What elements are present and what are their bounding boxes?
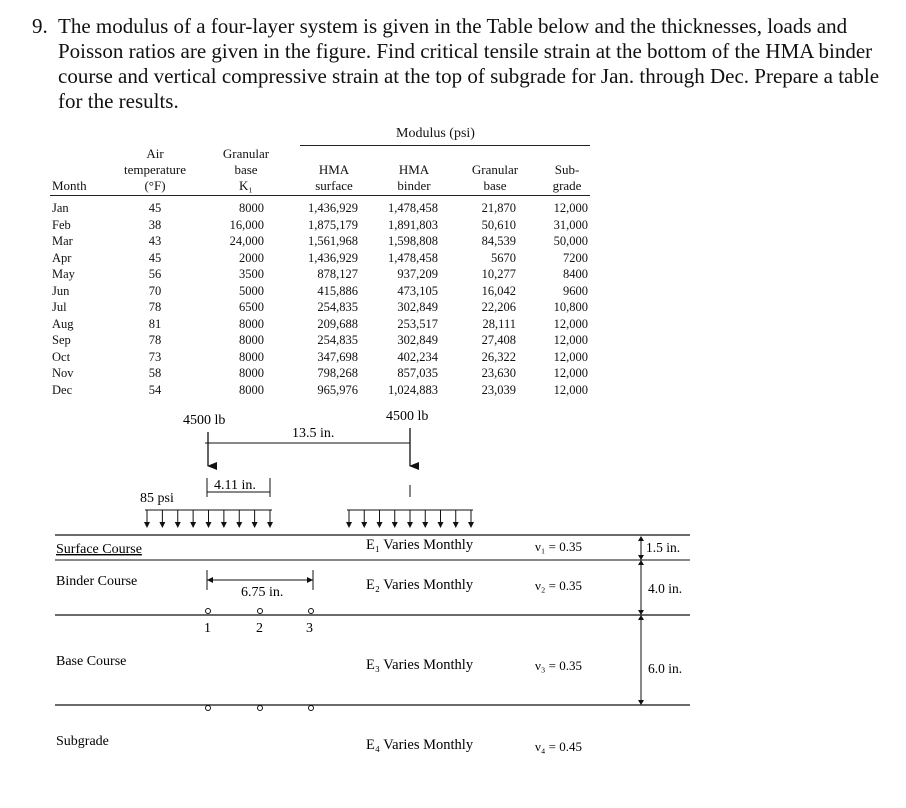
cell-binder-dec: 1,024,883 xyxy=(388,382,438,397)
cell-k1-oct: 8000 xyxy=(239,349,264,364)
cell-base-may: 10,277 xyxy=(481,267,516,281)
cell-surface-jul: 254,835 xyxy=(317,300,358,314)
pressure-label: 85 psi xyxy=(140,491,174,506)
cell-surface-jan: 1,436,929 xyxy=(308,201,358,215)
cell-surface-apr: 1,436,929 xyxy=(308,250,358,265)
cell-surface-feb: 1,875,179 xyxy=(308,217,358,232)
cell-base-sep: 27,408 xyxy=(481,333,516,347)
cell-base-mar: 84,539 xyxy=(481,234,516,248)
cell-binder-oct: 402,234 xyxy=(397,349,438,364)
cell-subgrade-mar: 50,000 xyxy=(553,234,588,248)
modulus-e3: E₃ Varies Monthly xyxy=(366,657,474,673)
cell-air-mar: 43 xyxy=(148,234,162,248)
cell-surface-oct: 347,698 xyxy=(317,349,358,364)
cell-k1-jul: 6500 xyxy=(239,300,264,314)
cell-air-jun: 70 xyxy=(148,283,162,298)
cell-month-apr: Apr xyxy=(52,250,72,265)
modulus-header: Modulus (psi) xyxy=(396,126,475,141)
cell-base-jun: 16,042 xyxy=(481,283,516,298)
cell-binder-apr: 1,478,458 xyxy=(388,250,438,265)
point-label-2: 2 xyxy=(256,621,263,636)
point-label-1: 1 xyxy=(204,621,211,636)
cell-k1-aug: 8000 xyxy=(239,316,264,331)
cell-subgrade-jan: 12,000 xyxy=(553,201,588,215)
cell-binder-jun: 473,105 xyxy=(397,283,438,298)
cell-surface-nov: 798,268 xyxy=(317,366,358,380)
cell-k1-nov: 8000 xyxy=(239,366,264,380)
point-spacing-label: 6.75 in. xyxy=(241,585,284,600)
header-month: Month xyxy=(52,178,87,193)
cell-k1-apr: 2000 xyxy=(239,250,264,265)
cell-month-aug: Aug xyxy=(52,316,74,331)
header-hma-binder: HMA binder xyxy=(397,162,431,193)
cell-k1-sep: 8000 xyxy=(239,333,264,347)
cell-binder-jul: 302,849 xyxy=(397,300,438,314)
cell-base-nov: 23,630 xyxy=(481,366,516,380)
header-granular-base: Granular base xyxy=(471,162,519,193)
cell-subgrade-feb: 31,000 xyxy=(553,217,588,232)
cell-month-sep: Sep xyxy=(52,333,71,347)
cell-k1-dec: 8000 xyxy=(239,382,264,397)
cell-subgrade-apr: 7200 xyxy=(563,250,588,265)
contact-radius-label: 4.11 in. xyxy=(214,478,256,493)
cell-k1-feb: 16,000 xyxy=(229,217,264,232)
cell-month-feb: Feb xyxy=(52,217,71,232)
cell-month-jan: Jan xyxy=(52,201,69,215)
load-left-label: 4500 lb xyxy=(183,413,226,428)
header-subgrade: Sub- grade xyxy=(552,162,582,193)
cell-air-may: 56 xyxy=(148,267,162,281)
subgrade-point-3 xyxy=(309,706,314,711)
thickness-surface: 1.5 in. xyxy=(646,540,681,555)
cell-surface-mar: 1,561,968 xyxy=(308,234,358,248)
thickness-base: 6.0 in. xyxy=(648,661,683,676)
cell-air-jan: 45 xyxy=(148,201,162,215)
subgrade-point-2 xyxy=(258,706,263,711)
cell-k1-jan: 8000 xyxy=(239,201,264,215)
poisson-nu1: ν₁ = 0.35 xyxy=(535,539,582,554)
cell-subgrade-jul: 10,800 xyxy=(553,300,588,314)
cell-k1-may: 3500 xyxy=(239,267,264,281)
cell-subgrade-may: 8400 xyxy=(563,267,588,281)
poisson-nu3: ν₃ = 0.35 xyxy=(535,658,582,673)
cell-air-aug: 81 xyxy=(148,316,162,331)
cell-month-may: May xyxy=(52,267,75,281)
poisson-nu2: ν₂ = 0.35 xyxy=(535,578,582,593)
eval-point-1 xyxy=(206,609,211,614)
cell-subgrade-dec: 12,000 xyxy=(553,382,588,397)
cell-subgrade-nov: 12,000 xyxy=(553,366,588,380)
cell-month-oct: Oct xyxy=(52,349,71,364)
cell-base-feb: 50,610 xyxy=(481,217,516,232)
cell-air-feb: 38 xyxy=(148,217,162,232)
cell-binder-jan: 1,478,458 xyxy=(388,201,438,215)
header-air-temperature: Air temperature (°F) xyxy=(123,146,187,193)
cell-base-dec: 23,039 xyxy=(481,382,516,397)
layer-name-base: Base Course xyxy=(56,654,127,669)
cell-month-mar: Mar xyxy=(52,234,73,248)
dual-spacing-label: 13.5 in. xyxy=(292,426,335,441)
problem-text: The modulus of a four-layer system is given in the Table below and the thicknesses, loads and Poisson ratios are given in the figure. Find critical tensile strain at the bottom of the HMA binder course and vertical compressive strain at the top of subgrade for Jan. through Dec. Prepare a table for the results. xyxy=(58,14,880,113)
modulus-e2: E₂ Varies Monthly xyxy=(366,577,474,593)
pressure-arrows-left xyxy=(144,510,273,528)
cell-air-dec: 54 xyxy=(148,382,162,397)
cell-binder-mar: 1,598,808 xyxy=(388,234,438,248)
cell-surface-sep: 254,835 xyxy=(317,333,358,347)
subgrade-point-1 xyxy=(206,706,211,711)
header-granular-k1: Granular base K₁ xyxy=(222,146,270,193)
cell-base-aug: 28,111 xyxy=(482,316,516,331)
header-hma-surface: HMA surface xyxy=(315,162,353,193)
poisson-nu4: ν₄ = 0.45 xyxy=(535,739,582,754)
cell-month-dec: Dec xyxy=(52,382,73,397)
cell-base-oct: 26,322 xyxy=(481,349,516,364)
thickness-binder: 4.0 in. xyxy=(648,581,683,596)
cell-surface-aug: 209,688 xyxy=(317,316,358,331)
cell-month-jun: Jun xyxy=(52,283,70,298)
cell-month-nov: Nov xyxy=(52,366,74,380)
cell-surface-jun: 415,886 xyxy=(317,283,358,298)
cell-subgrade-sep: 12,000 xyxy=(553,333,588,347)
cell-k1-mar: 24,000 xyxy=(229,234,264,248)
cell-air-apr: 45 xyxy=(148,250,162,265)
cell-air-nov: 58 xyxy=(148,366,162,380)
layer-name-binder: Binder Course xyxy=(56,574,138,589)
point-label-3: 3 xyxy=(306,621,313,636)
cell-base-jan: 21,870 xyxy=(481,201,516,215)
cell-air-sep: 78 xyxy=(148,333,162,347)
modulus-e4: E₄ Varies Monthly xyxy=(366,737,474,753)
layer-name-surface: Surface Course xyxy=(56,542,142,557)
cell-subgrade-oct: 12,000 xyxy=(553,349,588,364)
cell-binder-sep: 302,849 xyxy=(397,333,438,347)
cell-subgrade-aug: 12,000 xyxy=(553,316,588,331)
problem-number: 9. xyxy=(32,14,48,38)
eval-point-3 xyxy=(309,609,314,614)
cell-binder-may: 937,209 xyxy=(397,267,438,281)
cell-binder-aug: 253,517 xyxy=(397,316,438,331)
cell-binder-nov: 857,035 xyxy=(397,366,438,380)
cell-binder-feb: 1,891,803 xyxy=(388,217,438,232)
cell-air-oct: 73 xyxy=(148,349,162,364)
cell-surface-dec: 965,976 xyxy=(317,382,358,397)
cell-k1-jun: 5000 xyxy=(239,283,264,298)
cell-base-jul: 22,206 xyxy=(481,300,516,314)
cell-air-jul: 78 xyxy=(148,300,162,314)
layer-name-subgrade: Subgrade xyxy=(56,734,109,749)
cell-surface-may: 878,127 xyxy=(317,267,358,281)
cell-subgrade-jun: 9600 xyxy=(563,283,588,298)
thickness-dimension xyxy=(638,536,644,705)
cell-base-apr: 5670 xyxy=(491,250,516,265)
cell-month-jul: Jul xyxy=(52,300,67,314)
eval-point-2 xyxy=(258,609,263,614)
pressure-arrows-right xyxy=(346,510,474,528)
load-right-label: 4500 lb xyxy=(386,409,429,424)
modulus-e1: E₁ Varies Monthly xyxy=(366,537,474,553)
